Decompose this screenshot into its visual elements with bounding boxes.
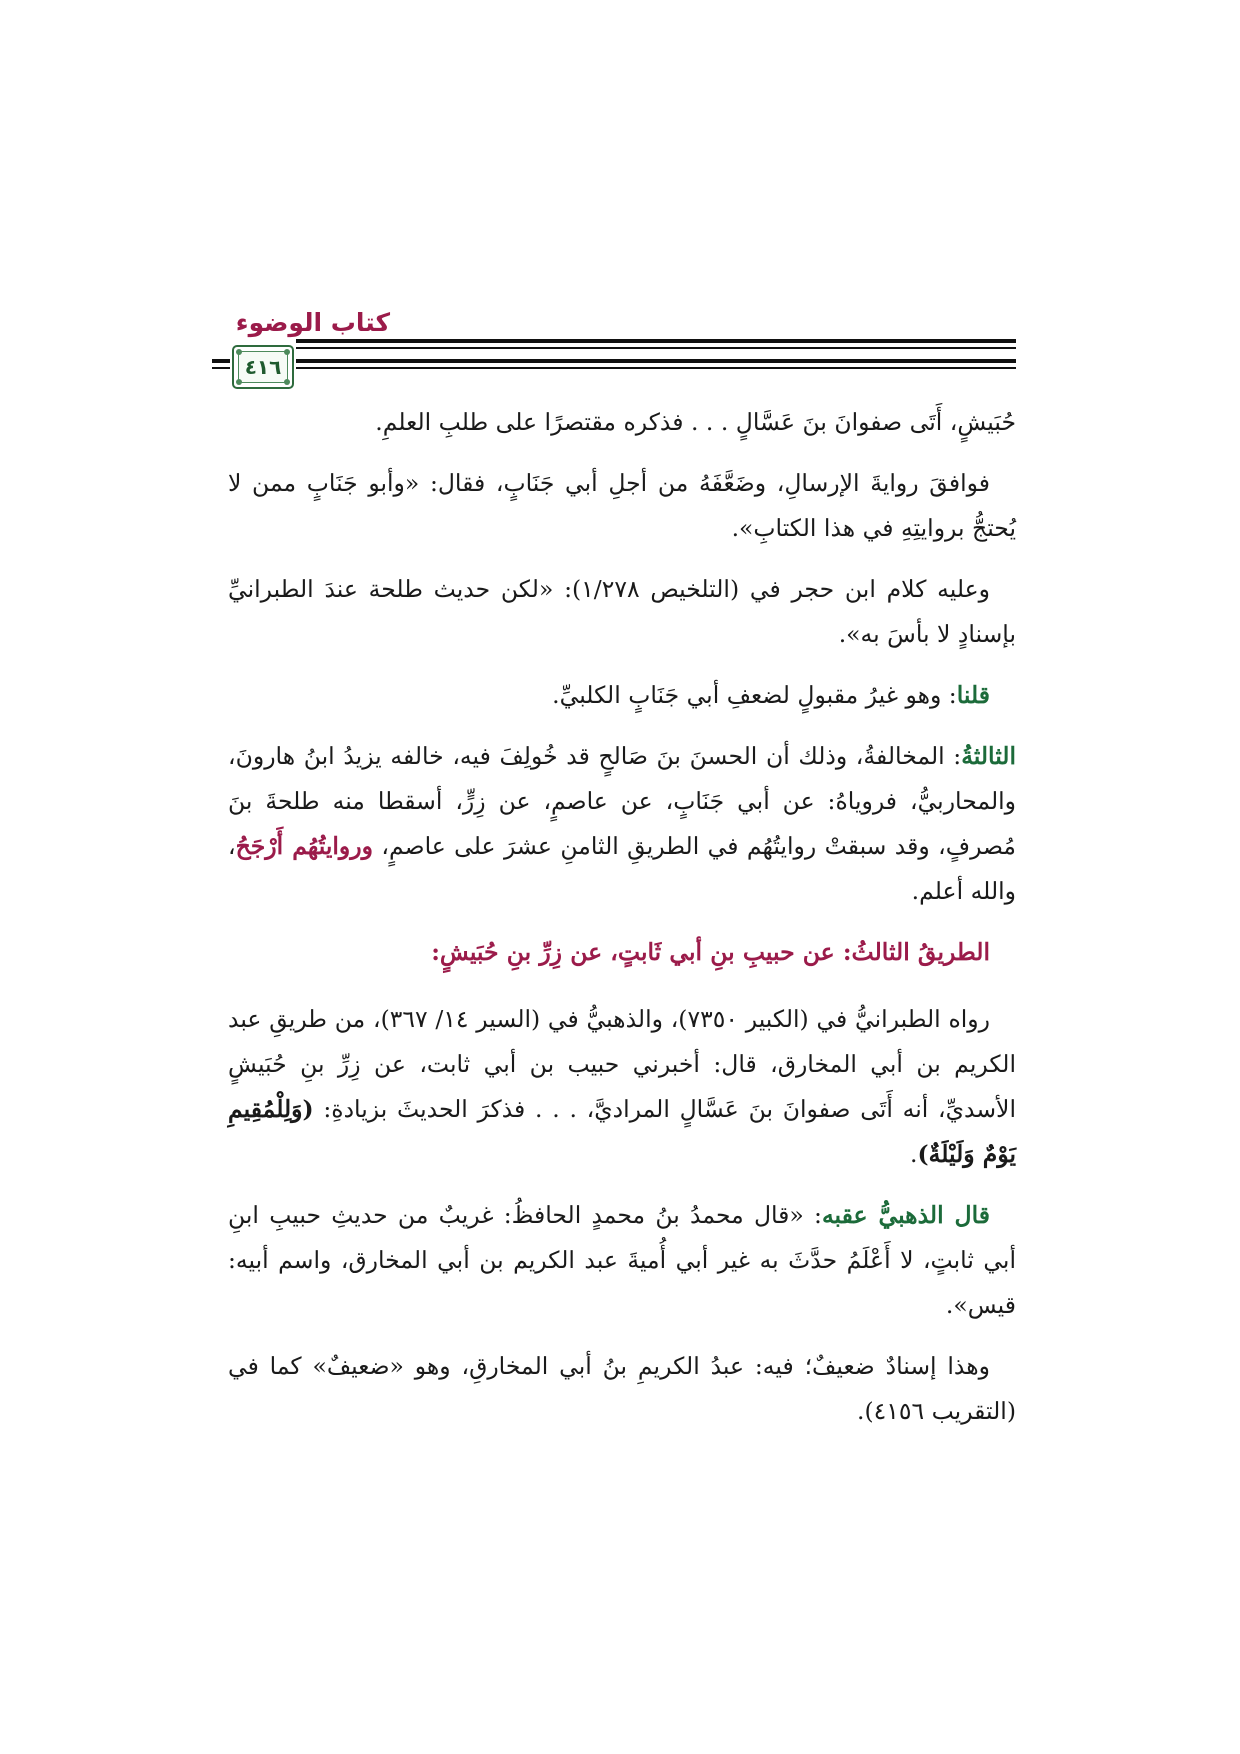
- book-title: كتاب الوضوء: [235, 308, 390, 337]
- emphasis-preferred: وروايتُهُم أَرْجَحُ: [235, 832, 373, 860]
- corner-ornament-icon: [284, 379, 290, 385]
- quran-quote: (وَلِلْمُقِيمِ يَوْمٌ وَلَيْلَةٌ): [228, 1095, 1016, 1168]
- paragraph-isnad: وهذا إسنادٌ ضعيفٌ؛ فيه: عبدُ الكريمِ بنُ أبي المخارقِ، وهو «ضعيفٌ» كما في (التقريب ٤١٥٦).: [228, 1352, 1016, 1425]
- corner-ornament-icon: [236, 379, 242, 385]
- section-heading: الطريقُ الثالثُ: عن حبيبِ بنِ أبي ثَابتٍ، عن زِرِّ بنِ حُبَيشٍ:: [431, 938, 990, 966]
- label-dhahabi: قال الذهبيُّ عقبه: [821, 1201, 991, 1229]
- header-rule-right-bottom: [296, 367, 1016, 369]
- paragraph-third-text: : المخالفةُ، وذلك أن الحسنَ بنَ صَالحٍ قد خُولِفَ فيه، خالفه يزيدُ ابنُ هارونَ، والمحاربيُّ، فروياهُ: عن أبي جَنَابٍ، عن عاصمٍ، عن زِرٍّ، أسقطا منه طلحةَ بنَ مُصرفٍ، وقد سبقتْ روايتُهُم في الطريقِ الثامنِ عشرَ على عاصمٍ،: [228, 742, 1016, 860]
- paragraph-third: [228, 734, 1016, 914]
- paragraph-dhahabi-text: : «قال محمدُ بنُ محمدٍ الحافظُ: غريبٌ من حديثِ حبيبِ ابنِ أبي ثابتٍ، لا أَعْلَمُ حدَّثَ به غير أبي أُميةَ عبد الكريم بن أبي المخارق، واسم أبيه: قيس».: [228, 1201, 1016, 1319]
- corner-ornament-icon: [236, 349, 242, 355]
- header-rule-right-top: [296, 359, 1016, 363]
- header-rule-left-bottom: [212, 367, 230, 369]
- paragraph-ibn-hajar: وعليه كلام ابن حجر في (التلخيص ١/٢٧٨): «لكن حديث طلحة عندَ الطبرانيِّ بإسنادٍ لا بأسَ به».: [228, 575, 1016, 648]
- ornamental-frame-icon: [232, 345, 294, 389]
- paragraph-dhahabi: [228, 1193, 1016, 1328]
- paragraph-qulna-text: : وهو غيرُ مقبولٍ لضعفِ أبي جَنَابٍ الكلبيِّ.: [552, 681, 957, 709]
- header-rule-top: [296, 339, 1016, 343]
- header-rule-left-top: [212, 359, 230, 363]
- page-number-frame: [238, 351, 288, 383]
- page-number: ٤١٦: [244, 355, 282, 379]
- paragraph-qulna: [228, 673, 1016, 718]
- paragraph-third-end: ، والله أعلم.: [228, 832, 1016, 905]
- label-third: الثالثةُ: [961, 742, 1016, 770]
- paragraph-continuation: حُبَيشٍ، أَتَى صفوانَ بنَ عَسَّالٍ . . . فذكره مقتصرًا على طلبِ العلمِ.: [375, 408, 1016, 436]
- paragraph-irsal: فوافقَ روايةَ الإرسالِ، وضَعَّفَهُ من أجلِ أبي جَنَابٍ، فقال: «وأبو جَنَابٍ ممن لا يُحتجُّ بروايتِهِ في هذا الكتابِ».: [228, 469, 1016, 542]
- header-rule-bottom: [296, 347, 1016, 349]
- paragraph-tabarani-end: .: [910, 1140, 918, 1168]
- page-body: [228, 400, 1016, 1450]
- paragraph-tabarani: [228, 997, 1016, 1177]
- label-qulna: قلنا: [956, 681, 990, 709]
- corner-ornament-icon: [284, 349, 290, 355]
- paragraph-tabarani-text: رواه الطبرانيُّ في (الكبير ٧٣٥٠)، والذهبيُّ في (السير ١٤/ ٣٦٧)، من طريقِ عبد الكريم بن أبي المخارق، قال: أخبرني حبيب بن أبي ثابت، عن زِرِّ بنِ حُبَيشٍ الأسديِّ، أنه أَتَى صفوانَ بنَ عَسَّالٍ المراديَّ، . . . فذكرَ الحديثَ بزيادةِ:: [228, 1005, 1016, 1123]
